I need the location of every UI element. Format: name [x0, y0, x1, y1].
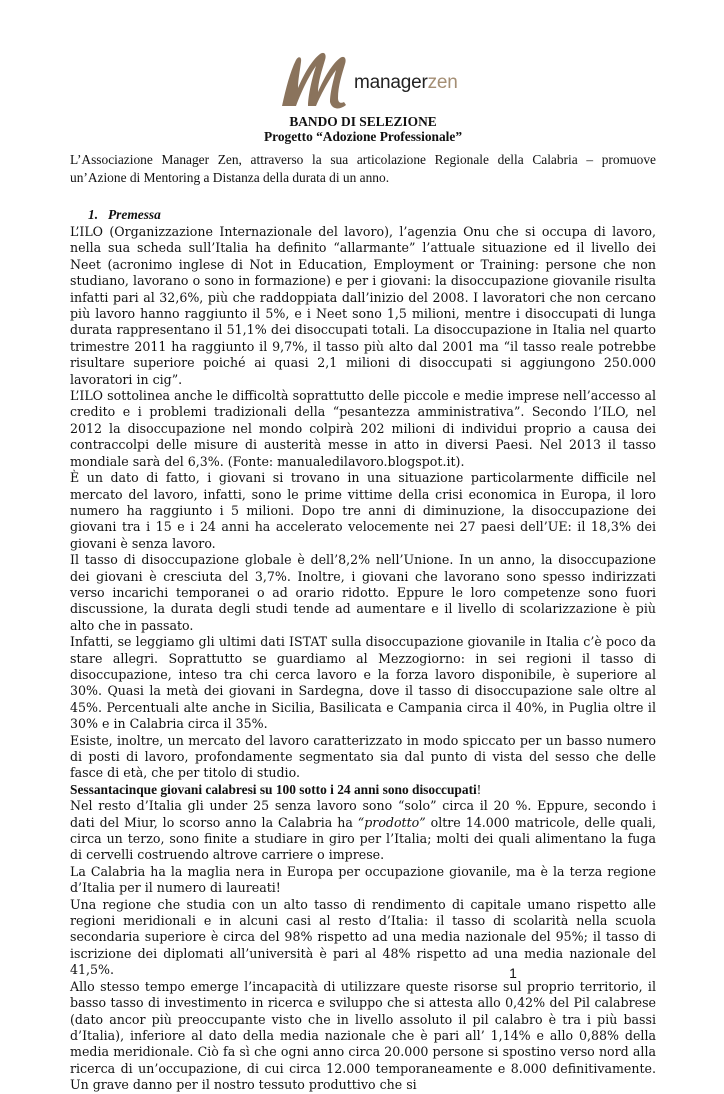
- logo-mark-icon: [276, 48, 356, 110]
- paragraph: Una regione che studia con un alto tasso di rendimento di capitale umano rispetto alle regioni meridionali e in alcuni casi al resto d’Italia: il tasso di scolarità nella scuola secondaria superiore è circa del 98% rispetto ad una media nazionale del 95%; il tasso di iscrizione dei diplomati all’università è pari al 48% rispetto ad una media nazionale del 41,5%.: [70, 896, 656, 978]
- paragraph: L’ILO sottolinea anche le difficoltà soprattutto delle piccole e medie imprese nell’accesso al credito e i problemi tradizionali della “pesantezza amministrativa”. Secondo l’ILO, nel 2012 la disoccupazione nel mondo colpirà 202 milioni di individui proprio a causa dei contraccolpi delle misure di austerità messe in atto in diversi Paesi. Nel 2013 il tasso mondiale sarà del 6,3%. (Fonte: manualedilavoro.blogspot.it).: [70, 388, 656, 469]
- section-body: [70, 224, 656, 1094]
- bold-statement-suffix: !: [476, 781, 482, 797]
- managerzen-logo: [276, 48, 516, 110]
- bold-statement-text: Sessantacinque giovani calabresi su 100 sotto i 24 anni sono disoccupati: [70, 781, 477, 797]
- logo-brand-main: manager: [354, 72, 428, 93]
- section-title: Premessa: [108, 207, 161, 222]
- logo-wordmark: [354, 72, 458, 94]
- miur-emph: “prodotto”: [357, 814, 426, 830]
- page-number-area: [70, 965, 656, 981]
- section-heading: [88, 207, 161, 223]
- paragraph-miur: [70, 798, 656, 864]
- section-number: 1.: [88, 207, 99, 222]
- paragraph: Allo stesso tempo emerge l’incapacità di utilizzare queste risorse sul proprio territorio, il basso tasso di investimento in ricerca e sviluppo che si attesta allo 0,42% del Pil calabrese (dato ancor più preoccupante visto che in livello assoluto il pil calabro è tra i più bassi d’Italia), inferiore al dato della media nazionale che è pari all’ 1,14% e allo 0,88% della media meridionale. Ciò fa sì che ogni anno circa 20.000 persone si spostino verso nord alla ricerca di un’occupazione, di cui circa 12.000 temporaneamente e 8.000 definitivamente. Un grave danno per il nostro tessuto produttivo che si: [70, 978, 656, 1093]
- miur-after: oltre 14.000 matricole, delle quali, circa un terzo, sono finite a studiare in giro per l’Italia; molti dei quali alimentano la fuga di cervelli costruendo altrove carriere o imprese.: [70, 814, 656, 863]
- bold-statement: [70, 782, 656, 798]
- page-number: 1: [509, 965, 517, 981]
- intro-paragraph: L’Associazione Manager Zen, attraverso la sua articolazione Regionale della Calabria – promuove un’Azione di Mentoring a Distanza della durata di un anno.: [70, 152, 656, 185]
- title-line-2: Progetto “Adozione Professionale”: [263, 129, 463, 144]
- logo-brand-accent: zen: [427, 72, 458, 93]
- paragraph: Esiste, inoltre, un mercato del lavoro caratterizzato in modo spiccato per un basso numero di posti di lavoro, profondamente segmentato sia dal punto di vista del sesso che delle fasce di età, che per titolo di studio.: [70, 732, 656, 781]
- paragraph: È un dato di fatto, i giovani si trovano in una situazione particolarmente difficile nel mercato del lavoro, infatti, sono le prime vittime della crisi economica in Europa, il loro numero ha raggiunto i 5 milioni. Dopo tre anni di diminuzione, la disoccupazione dei giovani tra i 15 e i 24 anni ha accelerato velocemente nei 27 paesi dell’UE: il 18,3% dei giovani è senza lavoro.: [70, 470, 656, 551]
- title-line-1: BANDO DI SELEZIONE: [289, 114, 437, 129]
- miur-before: Nel resto d’Italia gli under 25 senza lavoro sono “solo” circa il 20 %. Eppure, secondo i dati del Miur, lo scorso anno la Calabria ha: [70, 798, 656, 830]
- paragraph: Il tasso di disoccupazione globale è dell’8,2% nell’Unione. In un anno, la disoccupazione dei giovani è cresciuta del 3,7%. Inoltre, i giovani che lavorano sono spesso indirizzati verso incarichi temporanei o ad orario ridotto. Eppure le loro competenze sono fuori discussione, la durata degli studi tende ad aumentare e il livello di scolarizzazione è più alto che in passato.: [70, 552, 656, 633]
- paragraph: L’ILO (Organizzazione Internazionale del lavoro), l’agenzia Onu che si occupa di lavoro, nella sua scheda sull’Italia ha definito “allarmante” l’attuale situazione ed il livello dei Neet (acronimo inglese di Not in Education, Employment or Training: persone che non studiano, lavorano o sono in formazione) e per i giovani: la disoccupazione giovanile risulta infatti pari al 32,6%, più che raddoppiata dall’inizio del 2008. I lavoratori che non cercano più lavoro hanno raggiunto il 5%, e i Neet sono 1,5 milioni, mentre i disoccupati di lunga durata rappresentano il 51,1% dei disoccupati totali. La disoccupazione in Italia nel quarto trimestre 2011 ha raggiunto il 9,7%, il tasso più alto dal 2001 ma “il tasso reale potrebbe risultare superiore poiché ai quasi 2,1 milioni di disoccupati si aggiungono 250.000 lavoratori in cig”.: [70, 224, 656, 387]
- document-title: [70, 114, 656, 144]
- paragraph: La Calabria ha la maglia nera in Europa per occupazione giovanile, ma è la terza regione d’Italia per il numero di laureati!: [70, 863, 656, 896]
- paragraph: Infatti, se leggiamo gli ultimi dati ISTAT sulla disoccupazione giovanile in Italia c’è poco da stare allegri. Soprattutto se guardiamo al Mezzogiorno: in sei regioni il tasso di disoccupazione, inteso tra chi cerca lavoro e la forza lavoro disponibile, è superiore al 30%. Quasi la metà dei giovani in Sardegna, dove il tasso di disoccupazione sale oltre al 45%. Percentuali alte anche in Sicilia, Basilicata e Campania circa il 40%, in Puglia oltre il 30% e in Calabria circa il 35%.: [70, 634, 656, 732]
